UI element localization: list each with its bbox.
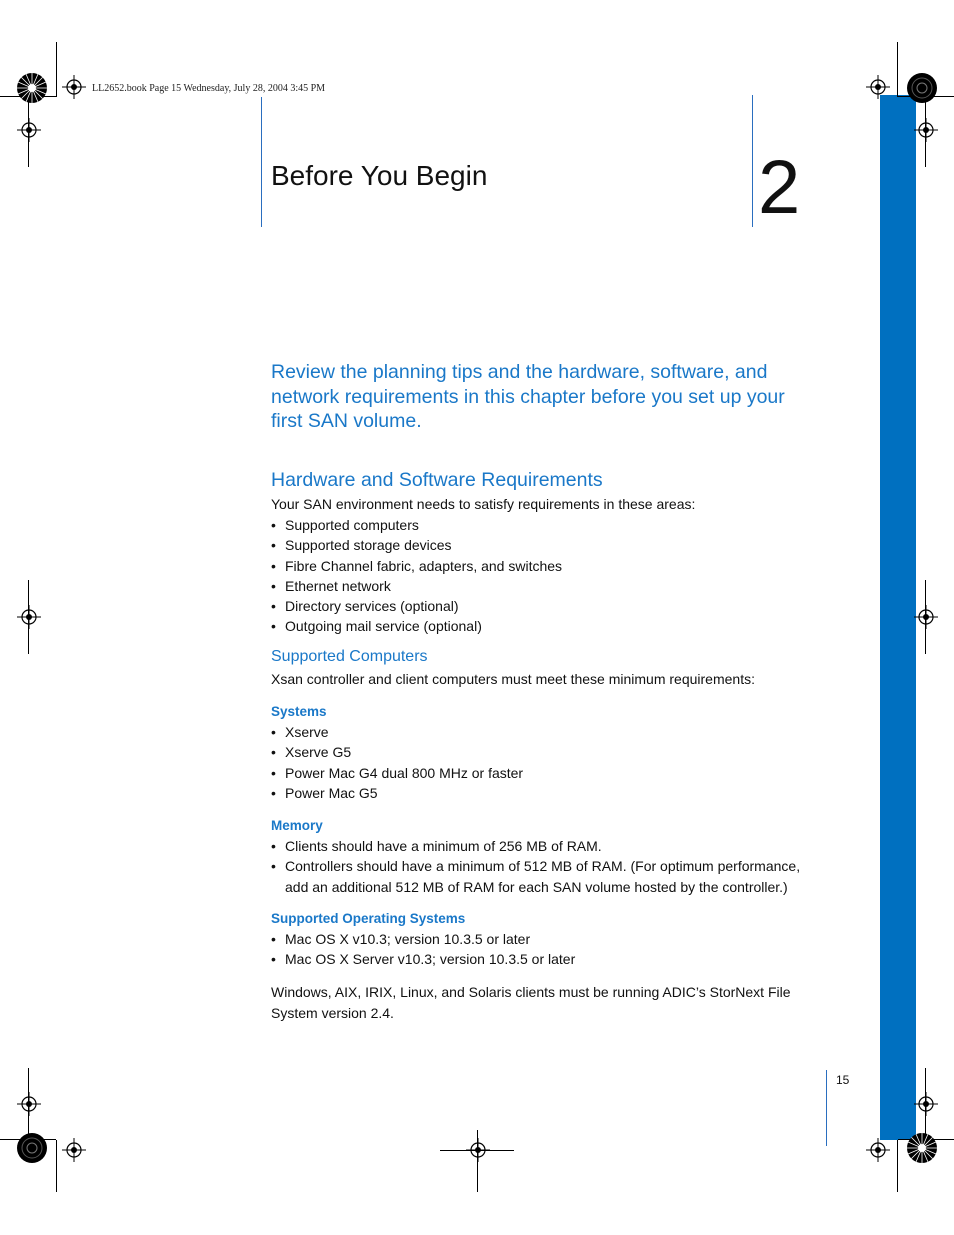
closing-paragraph: Windows, AIX, IRIX, Linux, and Solaris clients must be running ADIC’s StorNext File System version 2.4.: [271, 984, 791, 1021]
crop-mark: [925, 580, 926, 654]
crop-mark: [28, 580, 29, 654]
list-item: • Controllers should have a minimum of 512 MB of RAM. (For optimum performance, add an additional 512 MB of RAM for each SAN volume hosted by the controller.): [271, 856, 816, 897]
list-item: • Directory services (optional): [271, 596, 816, 616]
list-item: • Mac OS X Server v10.3; version 10.3.5 or later: [271, 949, 816, 969]
list-item: • Fibre Channel fabric, adapters, and switches: [271, 556, 816, 576]
crop-mark: [28, 95, 29, 167]
registration-target-icon: [866, 75, 890, 99]
section-heading-hardware: Hardware and Software Requirements: [271, 469, 603, 491]
registration-target-icon: [17, 605, 41, 629]
subheading-operating-systems: Supported Operating Systems: [271, 911, 466, 926]
memory-list: [271, 836, 816, 897]
systems-list: [271, 722, 816, 803]
registration-target-icon: [17, 1092, 41, 1116]
list-item: • Outgoing mail service (optional): [271, 616, 816, 636]
crop-mark: [897, 42, 898, 97]
subheading-memory: Memory: [271, 818, 323, 833]
section-heading-computers: Supported Computers: [271, 648, 428, 665]
list-item: • Mac OS X v10.3; version 10.3.5 or later: [271, 929, 816, 949]
registration-wheel-icon: [906, 72, 938, 104]
list-item: • Ethernet network: [271, 576, 816, 596]
list-item: • Power Mac G5: [271, 783, 816, 803]
list-item: • Clients should have a minimum of 256 MB of RAM.: [271, 836, 816, 856]
chapter-edge-tab: [880, 95, 916, 1140]
crop-mark: [925, 95, 926, 167]
list-item: • Xserve G5: [271, 742, 816, 762]
registration-target-icon: [914, 605, 938, 629]
registration-target-icon: [914, 1092, 938, 1116]
chapter-title: Before You Begin: [271, 160, 488, 191]
crop-mark: [28, 1068, 29, 1140]
requirements-list: [271, 515, 816, 637]
list-item: • Supported storage devices: [271, 535, 816, 555]
registration-target-icon: [866, 1138, 890, 1162]
list-item: • Xserve: [271, 722, 816, 742]
subheading-systems: Systems: [271, 704, 327, 719]
registration-target-icon: [62, 75, 86, 99]
registration-wheel-icon: [16, 1132, 48, 1164]
crop-mark: [925, 1068, 926, 1140]
title-rule: [261, 97, 262, 227]
page-number: 15: [836, 1073, 850, 1087]
registration-wheel-icon: [906, 1132, 938, 1164]
crop-mark: [897, 1140, 898, 1192]
computers-intro-text: Xsan controller and client computers must meet these minimum requirements:: [271, 671, 755, 687]
crop-mark: [477, 1130, 478, 1192]
registration-target-icon: [62, 1138, 86, 1162]
list-item: • Supported computers: [271, 515, 816, 535]
page-number-rule: [826, 1070, 827, 1146]
hardware-intro-text: Your SAN environment needs to satisfy requirements in these areas:: [271, 496, 696, 512]
crop-mark: [56, 42, 57, 97]
chapter-intro: Review the planning tips and the hardware, software, and network requirements in this chapter before you set up your first SAN volume.: [271, 361, 785, 432]
chapter-number-rule: [752, 95, 753, 227]
registration-target-icon: [914, 118, 938, 142]
os-list: [271, 929, 816, 970]
print-slug: LL2652.book Page 15 Wednesday, July 28, 2004 3:45 PM: [92, 83, 326, 94]
crop-mark: [56, 1140, 57, 1192]
chapter-number: 2: [758, 145, 801, 230]
list-item: • Power Mac G4 dual 800 MHz or faster: [271, 763, 816, 783]
registration-wheel-icon: [16, 72, 48, 104]
registration-target-icon: [17, 118, 41, 142]
